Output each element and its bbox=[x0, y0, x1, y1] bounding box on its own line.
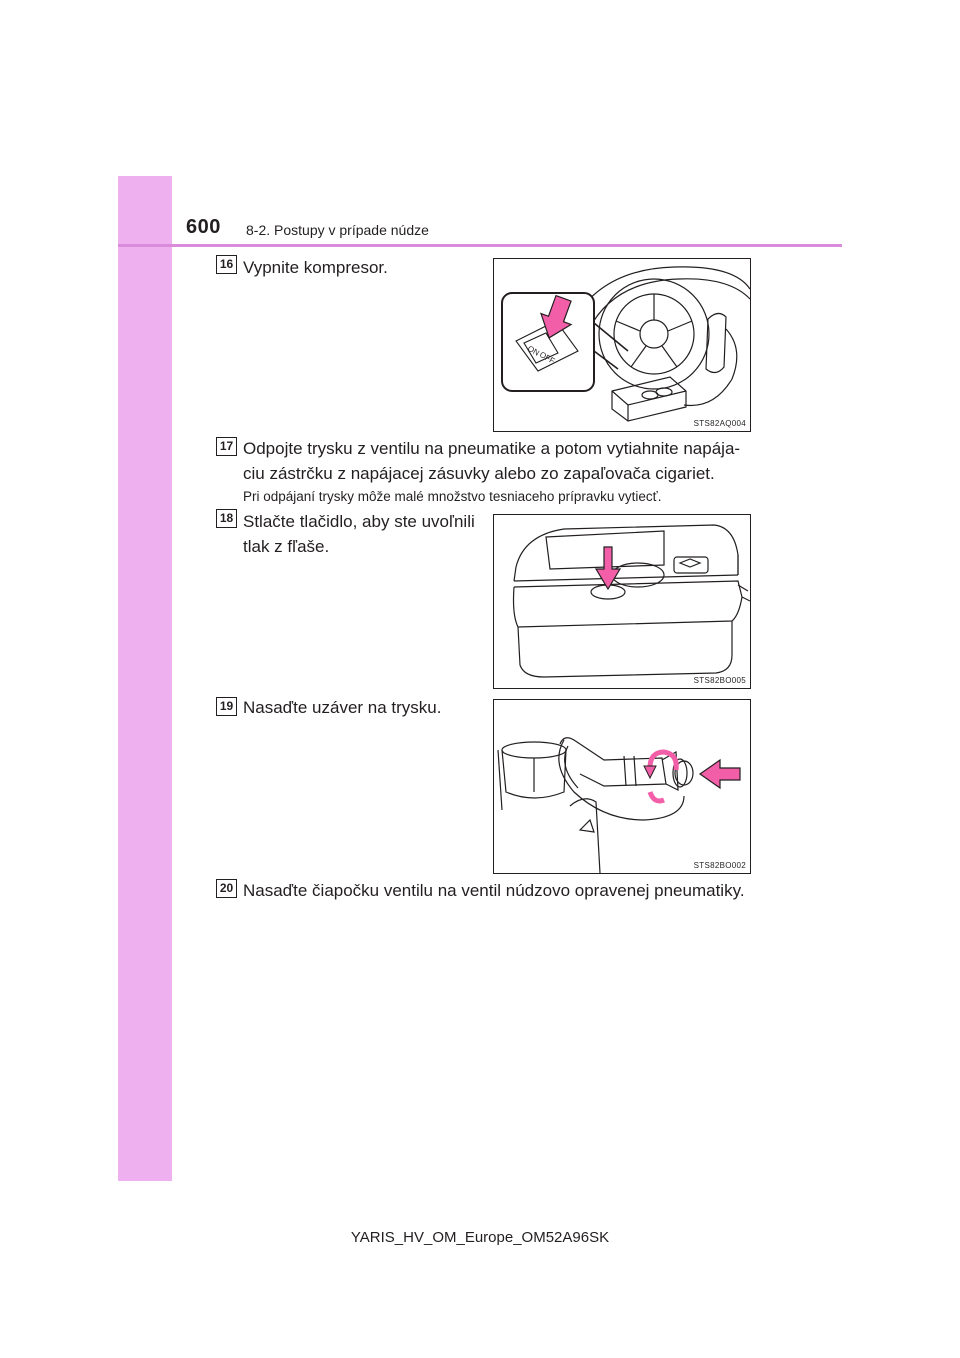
step-number-19: 19 bbox=[216, 697, 237, 716]
switch-on-label: ON bbox=[526, 343, 541, 358]
nozzle-cap-illustration bbox=[494, 700, 750, 873]
step-20-text: Nasaďte čiapočku ventilu na ventil núdzovo opravenej pneumatiky. bbox=[243, 881, 745, 900]
header-rule bbox=[118, 244, 842, 247]
figure-code: STS82BO002 bbox=[693, 861, 746, 870]
step-16-text: Vypnite kompresor. bbox=[243, 258, 388, 277]
step-17-text-line1: Odpojte trysku z ventilu na pneumatike a potom vytiahnite napája- bbox=[243, 439, 741, 458]
step-number-20: 20 bbox=[216, 879, 237, 898]
step-19-text: Nasaďte uzáver na trysku. bbox=[243, 698, 442, 717]
step-number-18: 18 bbox=[216, 509, 237, 528]
chapter-sidebar-tab bbox=[118, 176, 172, 1181]
step-17-text-line2: ciu zástrčku z napájacej zásuvky alebo zo zapaľovača cigariet. bbox=[243, 464, 715, 483]
page-number: 600 bbox=[186, 216, 221, 238]
compressor-switch-illustration bbox=[494, 259, 750, 431]
figure-release-button bbox=[493, 514, 751, 689]
step-number-16: 16 bbox=[216, 255, 237, 274]
push-cap-arrow-icon bbox=[700, 760, 740, 788]
release-button-illustration bbox=[494, 515, 750, 688]
switch-off-label: OFF bbox=[538, 349, 557, 366]
step-17-note: Pri odpájaní trysky môže malé množstvo tesniaceho prípravku vytiecť. bbox=[243, 489, 662, 504]
figure-code: STS82BO005 bbox=[693, 676, 746, 685]
section-title: 8-2. Postupy v prípade núdze bbox=[246, 222, 429, 238]
figure-compressor-switch bbox=[493, 258, 751, 432]
step-number-17: 17 bbox=[216, 437, 237, 456]
figure-nozzle-cap bbox=[493, 699, 751, 874]
figure-code: STS82AQ004 bbox=[693, 419, 746, 428]
document-footer: YARIS_HV_OM_Europe_OM52A96SK bbox=[350, 1229, 610, 1246]
step-18-text-line2: tlak z fľaše. bbox=[243, 537, 330, 556]
step-18-text-line1: Stlačte tlačidlo, aby ste uvoľnili bbox=[243, 512, 475, 531]
